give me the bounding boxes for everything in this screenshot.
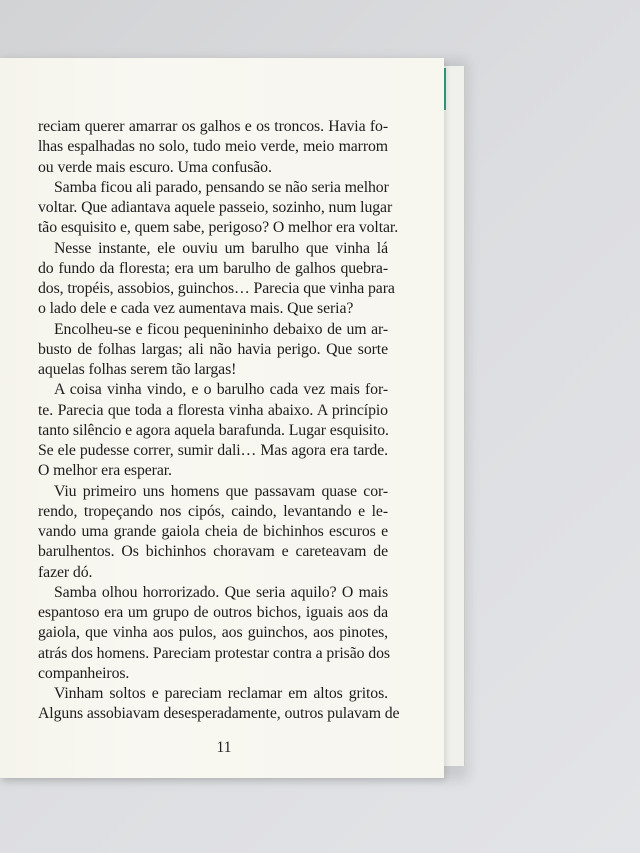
text-line: gaiola, que vinha aos pulos, aos guinchos, aos pinotes, (38, 624, 388, 642)
text-line: tanto silêncio e agora aquela barafunda. Lugar esquisito. (38, 421, 389, 439)
text-line: Vinham soltos e pareciam reclamar em altos gritos. (54, 685, 388, 702)
text-line: Samba olhou horrorizado. Que seria aquilo? O mais (54, 583, 388, 601)
text-line: tão esquisito e, quem sabe, perigoso? O melhor era voltar. (38, 219, 399, 237)
text-line: rendo, tropeçando nos cipós, caindo, levantando e le- (38, 502, 388, 520)
text-line: Encolheu-se e ficou pequenininho debaixo de um ar- (54, 320, 388, 338)
text-line: ou verde mais escuro. Uma confusão. (38, 158, 272, 176)
text-line: lhas espalhadas no solo, tudo meio verde, meio marrom (38, 138, 388, 156)
text-line: Viu primeiro uns homens que passavam quase cor- (54, 482, 388, 500)
text-line: companheiros. (38, 664, 130, 682)
book-page (0, 58, 444, 778)
text-line: busto de folhas largas; ali não havia perigo. Que sorte (38, 340, 388, 358)
text-line: barulhentos. Os bichinhos choravam e careteavam de (38, 543, 388, 561)
text-line: voltar. Que adiantava aquele passeio, sozinho, num lugar (38, 199, 393, 216)
page-body-text (38, 117, 400, 725)
text-line: Alguns assobiavam desesperadamente, outros pulavam de (38, 705, 400, 723)
page-number: 11 (216, 739, 232, 756)
text-line: aquelas folhas serem tão largas! (38, 361, 237, 378)
text-line: espantoso era um grupo de outros bichos, iguais aos da (38, 604, 388, 621)
text-line: O melhor era esperar. (38, 462, 172, 480)
text-line: o lado dele e cada vez aumentava mais. Que seria? (38, 300, 354, 318)
text-line: Se ele pudesse correr, sumir dali… Mas agora era tarde. (38, 442, 388, 459)
text-line: do fundo da floresta; era um barulho de galhos quebra- (38, 259, 388, 277)
text-line: atrás dos homens. Pareciam protestar contra a prisão dos (38, 644, 390, 662)
text-line: Nesse instante, ele ouviu um barulho que vinha lá (54, 239, 388, 257)
text-line: Samba ficou ali parado, pensando se não seria melhor (54, 178, 389, 196)
text-line: te. Parecia que toda a floresta vinha abaixo. A princípio (38, 401, 388, 419)
text-line: vando uma grande gaiola cheia de bichinhos escuros e (38, 523, 388, 540)
text-line: dos, tropéis, assobios, guinchos… Parecia que vinha para (38, 280, 395, 297)
text-line: fazer dó. (38, 563, 93, 581)
text-line: reciam querer amarrar os galhos e os troncos. Havia fo- (38, 118, 388, 135)
text-line: A coisa vinha vindo, e o barulho cada vez mais for- (54, 381, 388, 399)
